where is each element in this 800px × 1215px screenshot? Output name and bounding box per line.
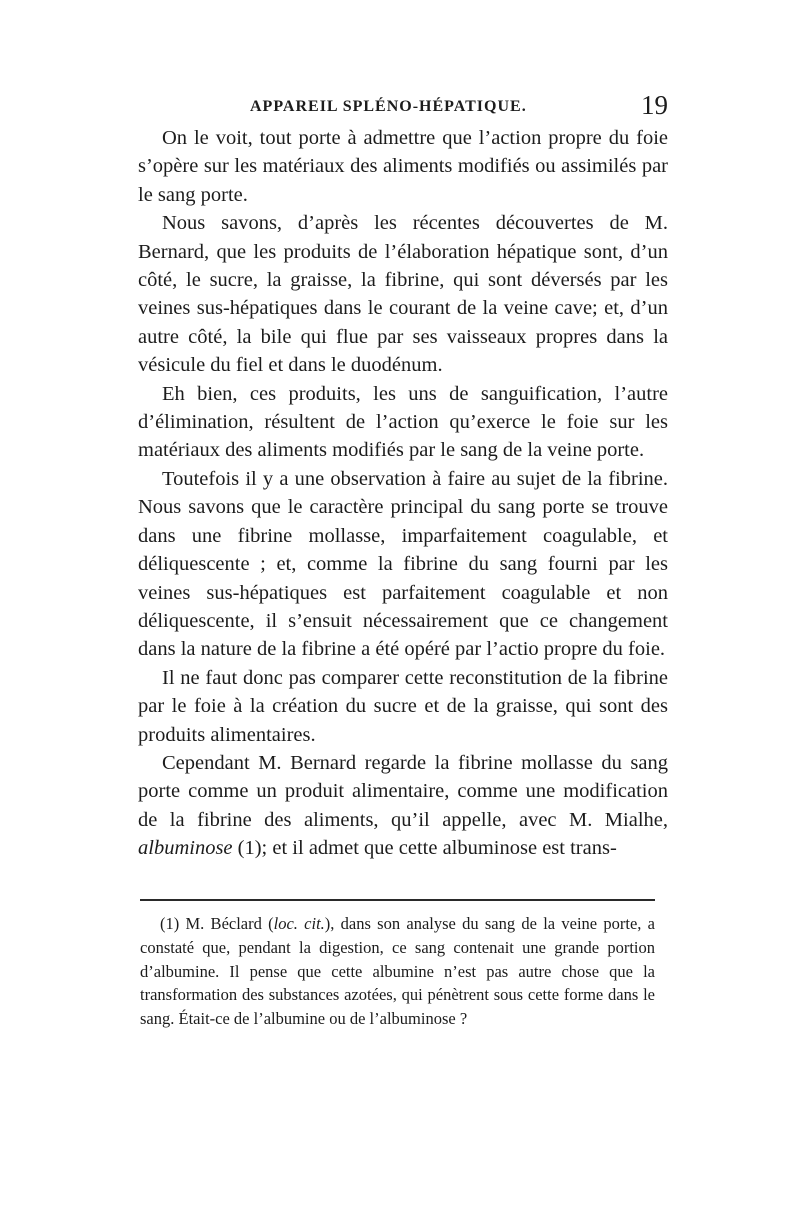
paragraph: On le voit, tout porte à admettre que l’action propre du foie s’opère sur les matériaux des aliments modifiés ou assimilés par le sang porte. [138,127,668,206]
footnote-text [140,912,655,1031]
text-run: (1); et il admet que cette albuminose est trans- [232,837,617,860]
paragraph: Il ne faut donc pas comparer cette reconstitution de la fibrine par le foie à la création du sucre et de la graisse, qui sont des produits alimentaires. [138,666,668,746]
paragraph-last [138,749,668,863]
running-title: APPAREIL SPLÉNO-HÉPATIQUE. [250,98,527,115]
paragraph: Nous savons, d’après les récentes découvertes de M. Bernard, que les produits de l’élaboration hépatique sont, d’un côté, le sucre, la graisse, la fibrine, qui sont déversés par les veines sus-hépatiques dans le courant de la veine cave; et, d’un autre côté, la bile qui flue par ses vaisseaux propres dans la vésicule du fiel et dans le duodénum. [138,212,668,377]
text-run: ), dans son analyse du sang de la veine porte, a constaté que, pendant la digestion, ce sang contenait une grande portion d’albumine. Il pense que cette albumine n’est pas autre chose que la transformation des substances azotées, qui pénètrent sous cette forme dans le sang. Était-ce de l’albumine ou de l’albuminose ? [140,914,655,1029]
main-text [138,124,668,863]
italic-term: albuminose [138,837,233,860]
footnote [140,912,655,1031]
text-run: Cependant M. Bernard regarde la fibrine mollasse du sang porte comme un produit alimentaire, comme une modification de la fibrine des aliments, qu’il appelle, avec M. Mialhe, [138,751,668,831]
text-run: (1) M. Béclard ( [160,914,274,933]
footnote-divider [140,899,655,901]
paragraph: Toutefois il y a une observation à faire au sujet de la fibrine. Nous savons que le caractère principal du sang porte se trouve dans une fibrine mollasse, imparfaitement coagulable, et déliquescente ; et, comme la fibrine du sang fourni par les veines sus-hépatiques est parfaitement coagulable et non déliquescente, il s’ensuit nécessairement que ce changement dans la nature de la fibrine a été opéré par l’actio propre du foie. [138,467,668,661]
page-header [140,90,668,126]
italic-citation: loc. cit. [273,914,325,933]
paragraph: Eh bien, ces produits, les uns de sanguification, l’autre d’élimination, résultent de l’action qu’exerce le foie sur les matériaux des aliments modifiés par le sang de la veine porte. [138,382,668,462]
page-number: 19 [641,90,668,120]
